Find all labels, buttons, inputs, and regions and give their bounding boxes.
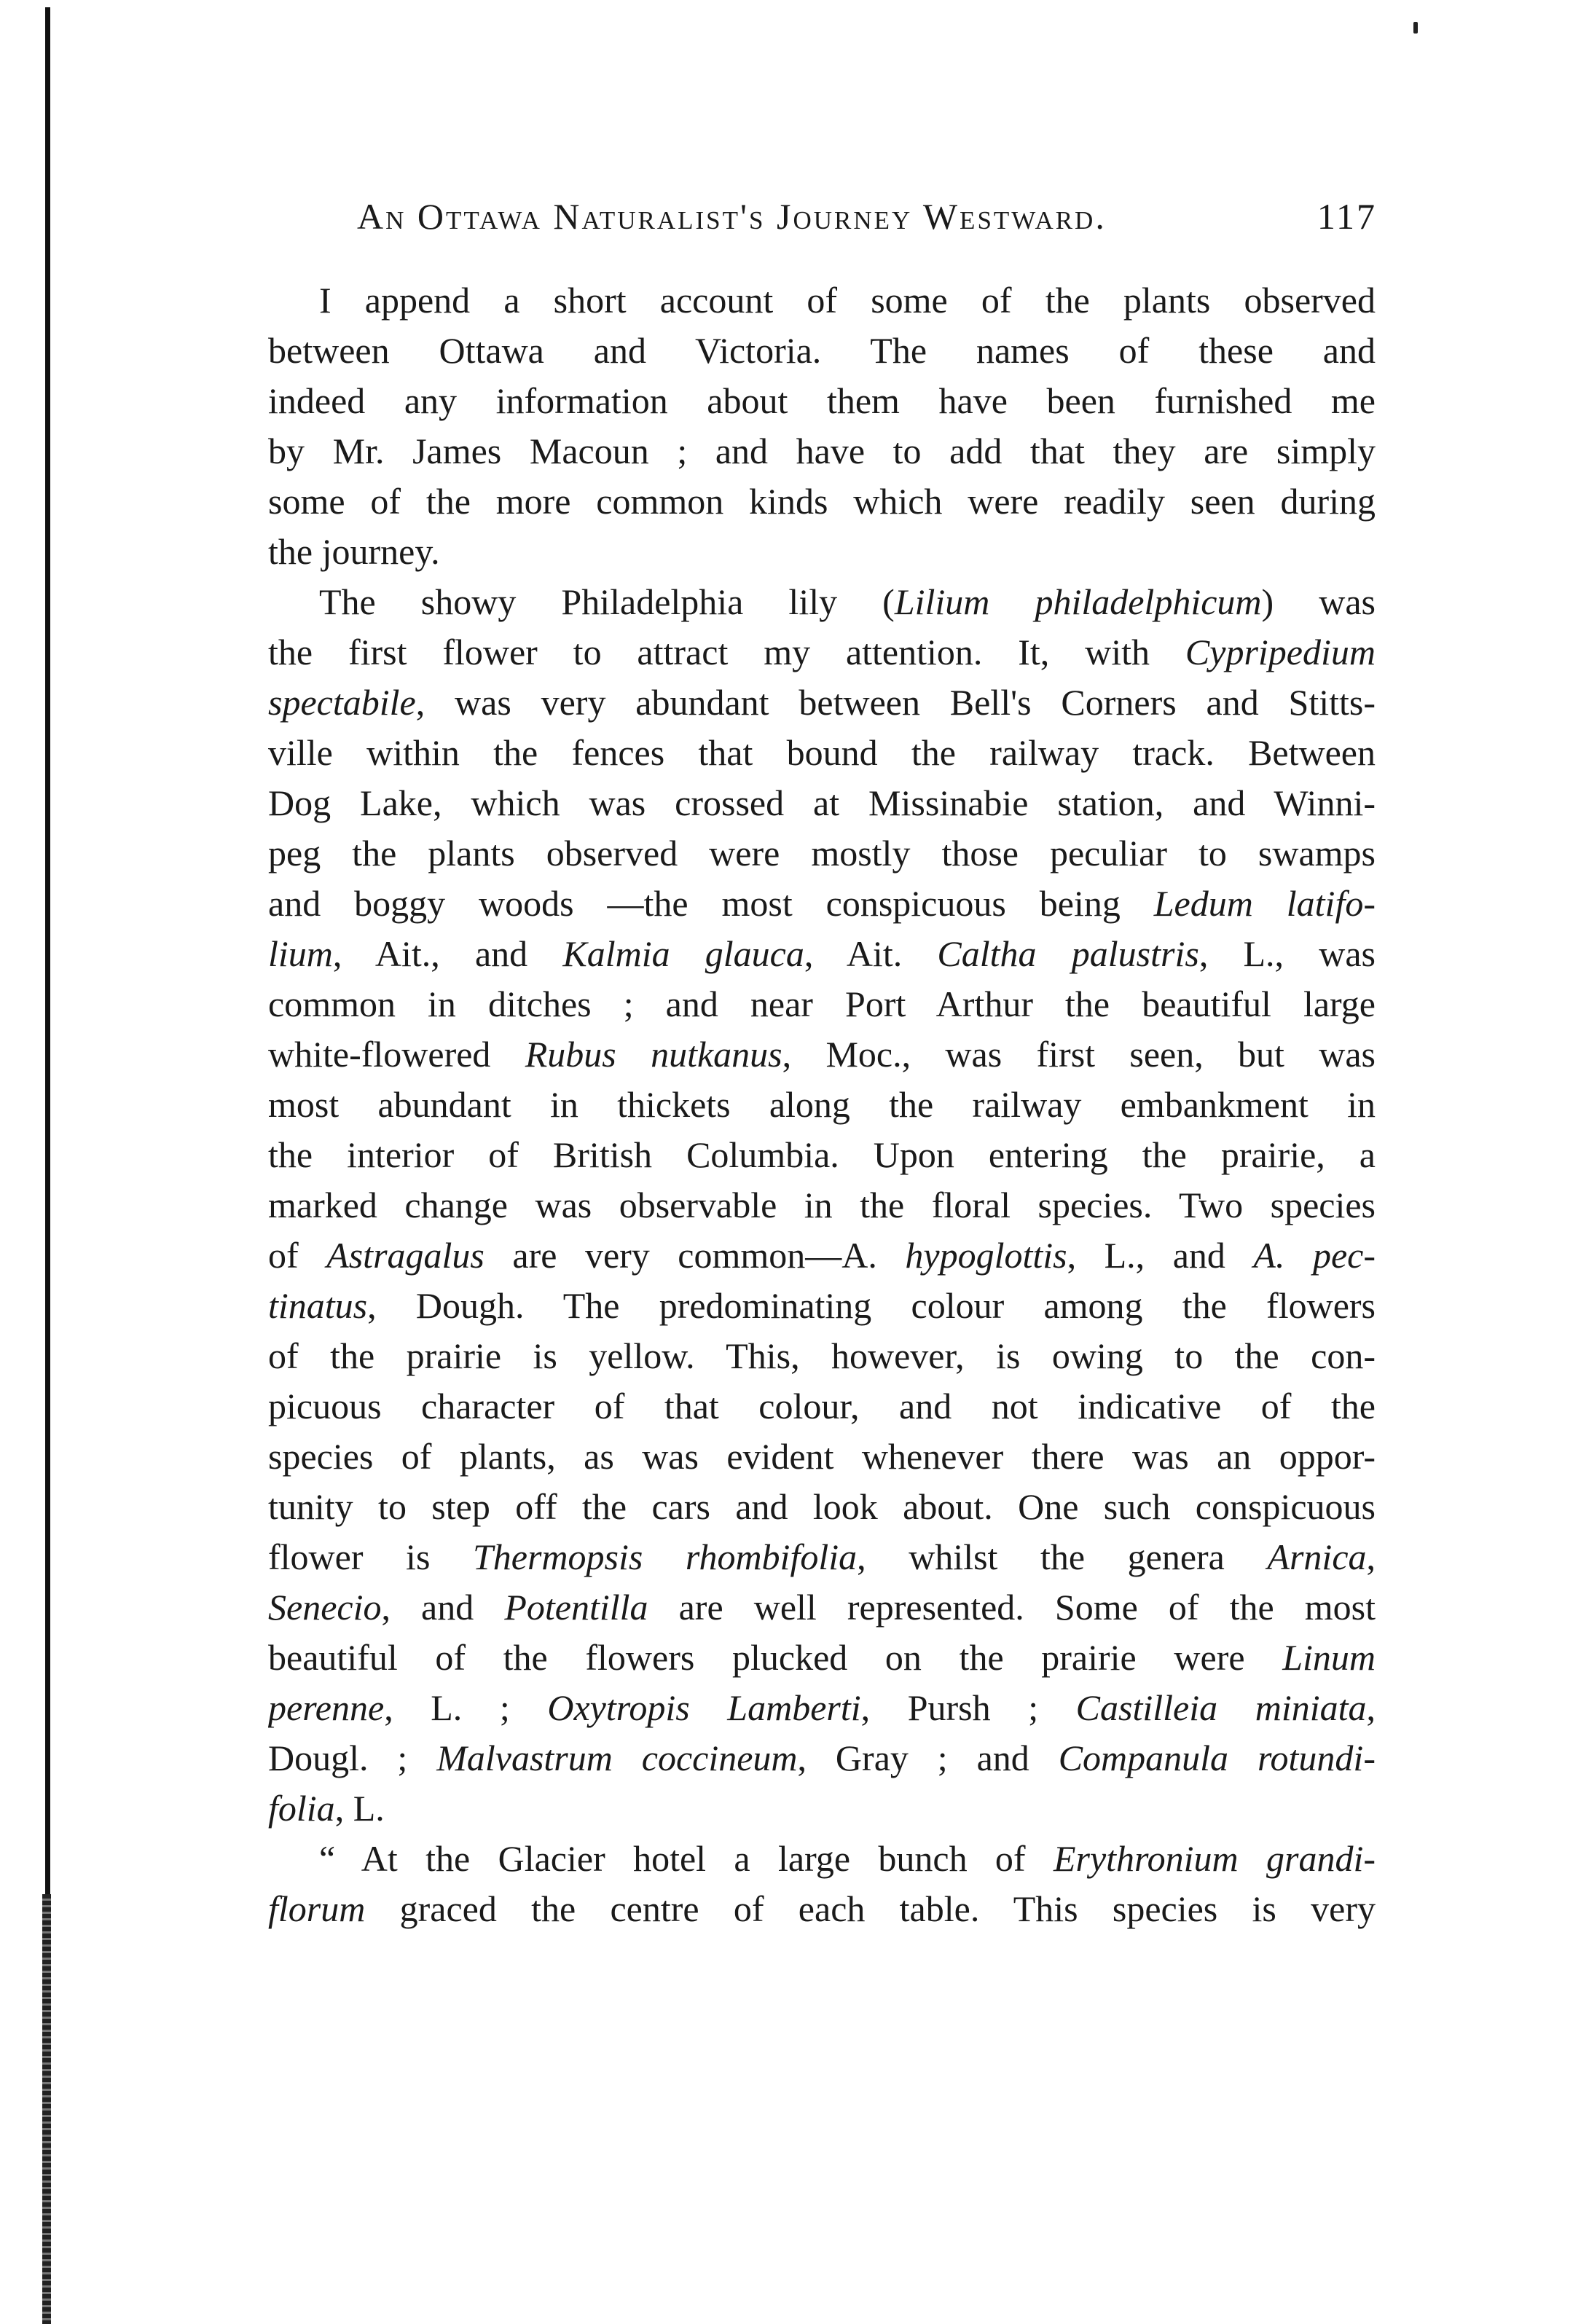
scan-speck [1413,22,1418,34]
text-line: flower is Thermopsis rhombifolia, whilst the genera Arnica, [268,1536,1376,1577]
running-head-title: An Ottawa Naturalist's Journey Westward. [357,196,1107,237]
text-line: Dog Lake, which was crossed at Missinabie station, and Winni- [268,782,1376,823]
text-line: and boggy woods —the most conspicuous being Ledum latifo- [268,883,1376,924]
page-number: 117 [1317,196,1377,237]
text-line: of Astragalus are very common—A. hypoglottis, L., and A. pec- [268,1235,1376,1276]
text-line: folia, L. [268,1788,385,1829]
text-line: the journey. [268,531,440,572]
body-text [268,275,1376,1934]
text-line: tinatus, Dough. The predominating colour among the flowers [268,1285,1376,1326]
text-line: indeed any information about them have been furnished me [268,380,1376,421]
text-line: the interior of British Columbia. Upon entering the prairie, a [268,1134,1376,1175]
text-line: perenne, L. ; Oxytropis Lamberti, Pursh ; Castilleia miniata, [268,1687,1376,1728]
text-line: species of plants, as was evident whenever there was an oppor- [268,1436,1376,1477]
text-line: lium, Ait., and Kalmia glauca, Ait. Caltha palustris, L., was [268,933,1376,974]
text-line: between Ottawa and Victoria. The names of these and [268,330,1376,371]
text-line: I append a short account of some of the plants observed [319,280,1376,321]
text-line: “ At the Glacier hotel a large bunch of Erythronium grandi- [319,1838,1376,1879]
text-line: the first flower to attract my attention. It, with Cypripedium [268,632,1376,672]
text-line: picuous character of that colour, and not indicative of the [268,1386,1376,1426]
text-line: beautiful of the flowers plucked on the prairie were Linum [268,1637,1376,1678]
running-head [357,195,1377,246]
text-line: spectabile, was very abundant between Bell's Corners and Stitts- [268,682,1376,723]
text-line: Senecio, and Potentilla are well represented. Some of the most [268,1587,1376,1628]
text-line: by Mr. James Macoun ; and have to add that they are simply [268,431,1376,471]
text-line: Dougl. ; Malvastrum coccineum, Gray ; and Companula rotundi- [268,1738,1376,1778]
text-line: white-flowered Rubus nutkanus, Moc., was first seen, but was [268,1034,1376,1075]
text-line: marked change was observable in the floral species. Two species [268,1185,1376,1225]
text-line: peg the plants observed were mostly those peculiar to swamps [268,833,1376,874]
text-line: of the prairie is yellow. This, however, is owing to the con- [268,1335,1376,1376]
scan-binding-edge [42,1894,51,2324]
text-line: ville within the fences that bound the railway track. Between [268,732,1376,773]
text-line: some of the more common kinds which were readily seen during [268,481,1376,522]
text-line: most abundant in thickets along the railway embankment in [268,1084,1376,1125]
text-line: The showy Philadelphia lily (Lilium philadelphicum) was [319,581,1376,622]
text-line: florum graced the centre of each table. This species is very [268,1888,1376,1929]
text-line: tunity to step off the cars and look about. One such conspicuous [268,1486,1376,1527]
text-line: common in ditches ; and near Port Arthur the beautiful large [268,984,1376,1024]
